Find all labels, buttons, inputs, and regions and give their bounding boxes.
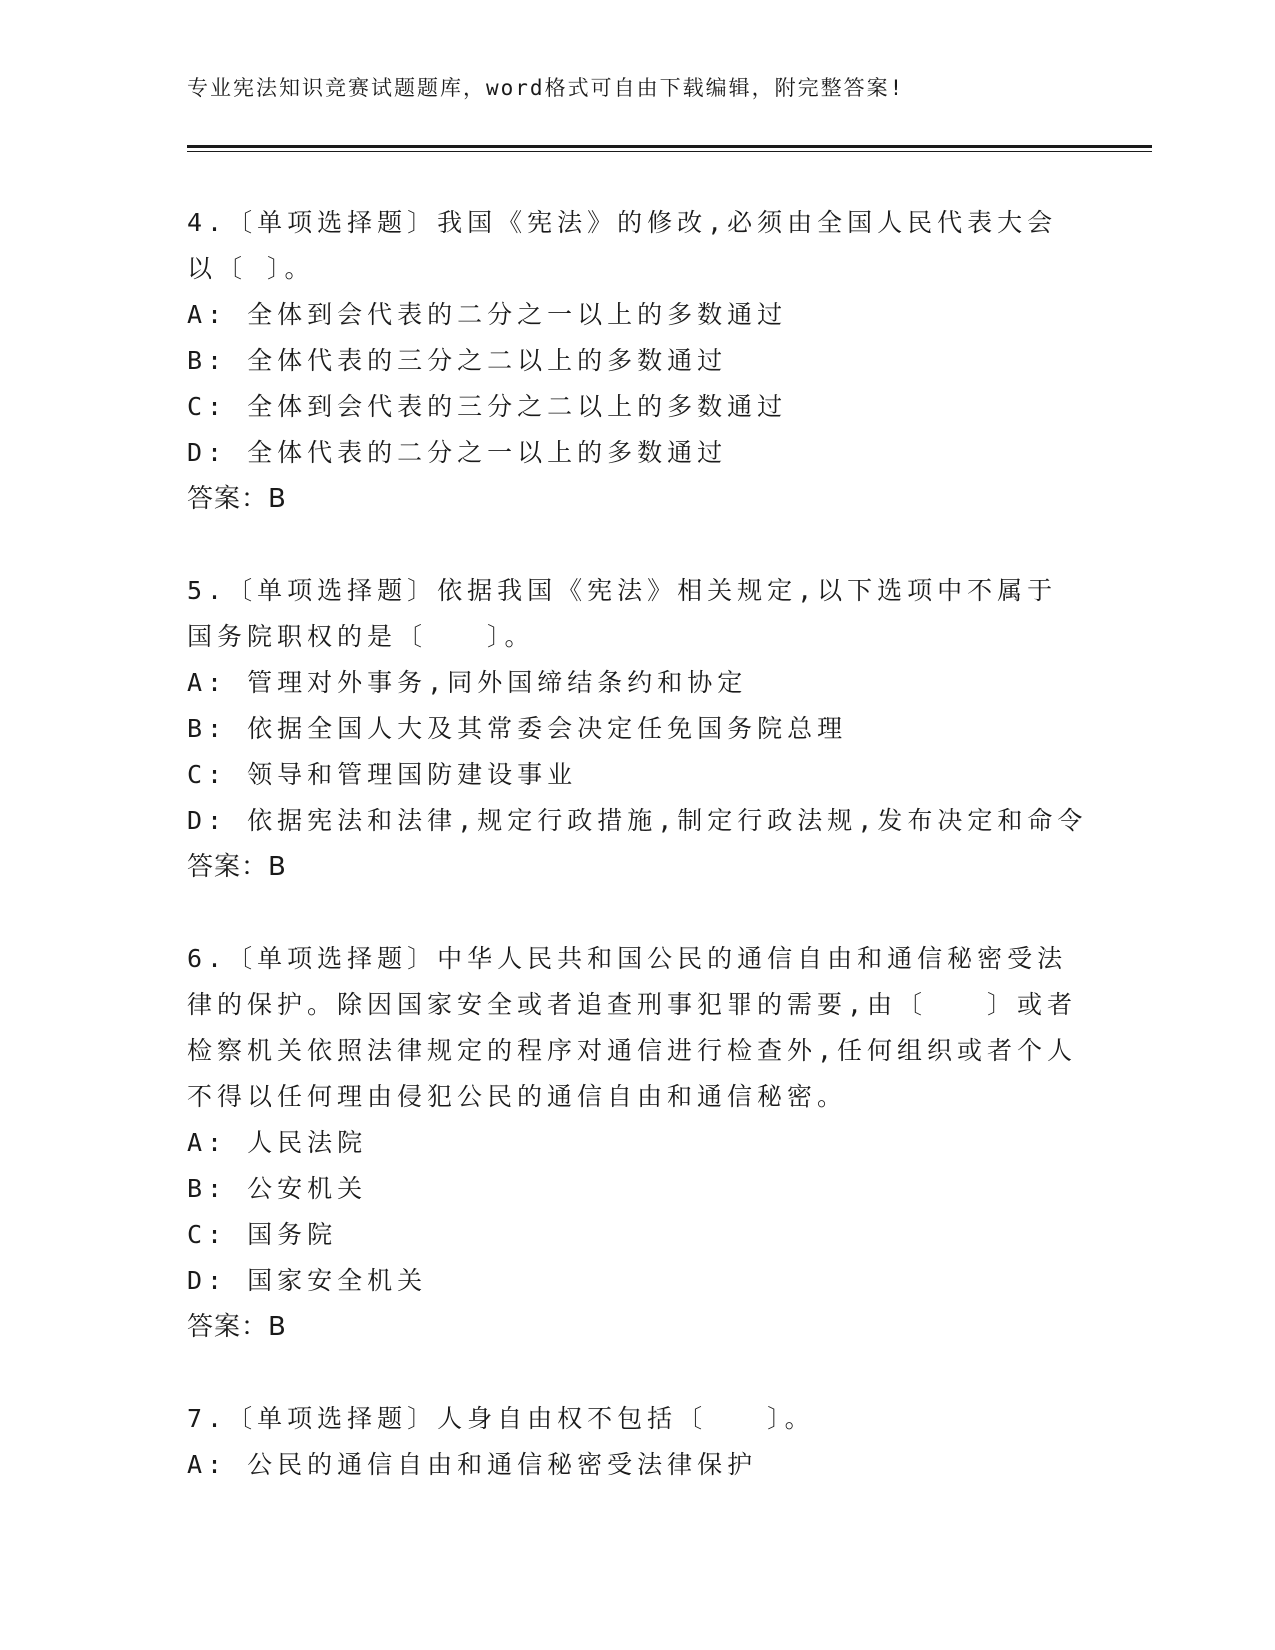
option-text: 公安机关 [247,1174,368,1203]
header-rule-thin [187,151,1152,152]
option-b [187,338,1087,384]
question-text: 5.〔单项选择题〕依据我国《宪法》相关规定,以下选项中不属于国务院职权的是〔 〕。 [187,576,1058,651]
option-a [187,292,1087,338]
option-c [187,1212,1087,1258]
option-letter: C: [187,1220,228,1249]
option-letter: D: [187,806,228,835]
option-text: 国家安全机关 [247,1266,428,1295]
question-5 [187,568,1087,890]
option-a [187,1442,1087,1488]
option-d [187,1258,1087,1304]
option-letter: C: [187,392,228,421]
option-letter: D: [187,438,228,467]
option-a [187,660,1087,706]
option-text: 管理对外事务,同外国缔结条约和协定 [247,668,748,697]
option-letter: B: [187,346,228,375]
option-letter: B: [187,1174,228,1203]
option-text: 国务院 [247,1220,338,1249]
option-letter: C: [187,760,228,789]
option-letter: B: [187,714,228,743]
answer-line: 答案：B [187,1312,287,1342]
option-text: 公民的通信自由和通信秘密受法律保护 [247,1450,758,1479]
option-text: 领导和管理国防建设事业 [247,760,578,789]
question-text: 4.〔单项选择题〕我国《宪法》的修改,必须由全国人民代表大会以〔 〕。 [187,208,1058,283]
option-text: 全体到会代表的二分之一以上的多数通过 [247,300,788,329]
option-text: 全体代表的三分之二以上的多数通过 [247,346,728,375]
answer-line: 答案：B [187,852,287,882]
question-4 [187,200,1087,522]
option-text: 全体到会代表的三分之二以上的多数通过 [247,392,788,421]
option-letter: D: [187,1266,228,1295]
option-c [187,384,1087,430]
question-7 [187,1396,1087,1488]
header-rule-thick [187,145,1152,148]
question-text: 7.〔单项选择题〕人身自由权不包括〔 〕。 [187,1404,815,1433]
option-letter: A: [187,300,228,329]
option-text: 依据全国人大及其常委会决定任免国务院总理 [247,714,848,743]
option-text: 人民法院 [247,1128,368,1157]
option-letter: A: [187,668,228,697]
question-list [187,200,1087,1534]
option-text: 全体代表的二分之一以上的多数通过 [247,438,728,467]
option-d [187,798,1087,844]
answer-line: 答案：B [187,484,287,514]
question-6 [187,936,1087,1350]
option-b [187,706,1087,752]
option-a [187,1120,1087,1166]
page-header: 专业宪法知识竞赛试题题库，word格式可自由下载编辑，附完整答案! [187,76,905,100]
option-d [187,430,1087,476]
option-c [187,752,1087,798]
option-b [187,1166,1087,1212]
question-text: 6.〔单项选择题〕中华人民共和国公民的通信自由和通信秘密受法律的保护。除因国家安全或者追查刑事犯罪的需要,由〔 〕或者检察机关依照法律规定的程序对通信进行检查外,任何组织或者个人不得以任何理由侵犯公民的通信自由和通信秘密。 [187,944,1078,1111]
option-letter: A: [187,1128,228,1157]
option-letter: A: [187,1450,228,1479]
option-text: 依据宪法和法律,规定行政措施,制定行政法规,发布决定和命令 [247,806,1088,835]
